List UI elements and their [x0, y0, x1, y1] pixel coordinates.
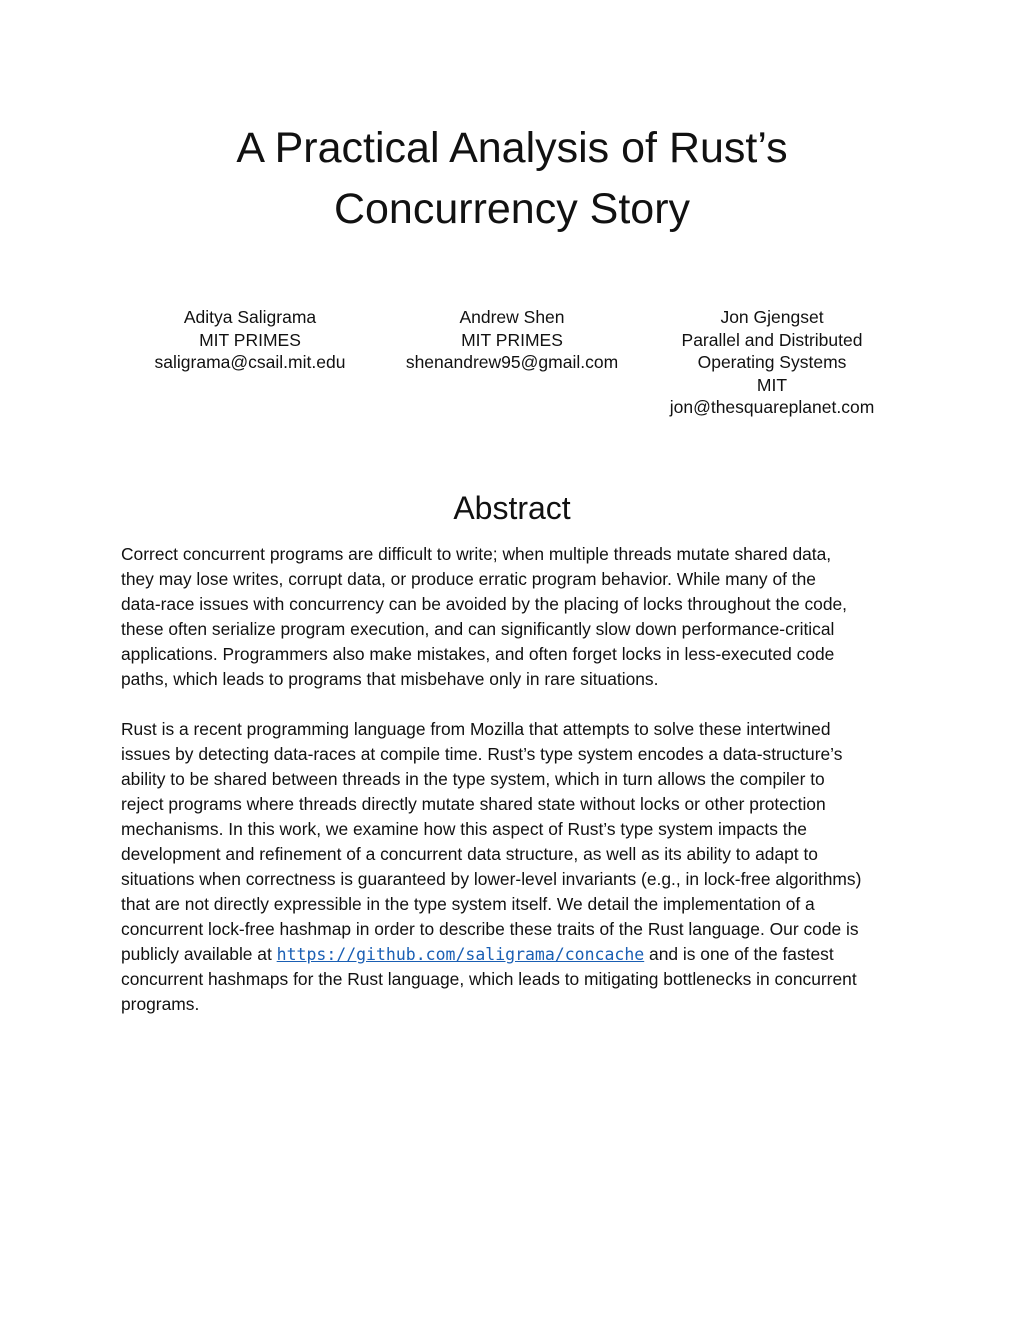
text-after-link: and is one of the fastest — [644, 944, 834, 964]
text-line: applications. Programmers also make mistakes, and often forget locks in less-executed code — [121, 644, 835, 664]
author-affiliation: MIT — [756, 374, 788, 395]
text-line-with-link — [121, 942, 911, 967]
text-before-link: publicly available at — [121, 944, 277, 964]
author-email: saligrama@csail.mit.edu — [154, 352, 346, 372]
text-line: concurrent hashmaps for the Rust language, which leads to mitigating bottlenecks in concurrent — [121, 969, 857, 989]
text-line: mechanisms. In this work, we examine how this aspect of Rust’s type system impacts the — [121, 819, 807, 839]
author-1 — [130, 306, 370, 374]
author-affiliation: MIT PRIMES — [461, 329, 563, 350]
abstract-body — [121, 542, 911, 1042]
text-line: Correct concurrent programs are difficult to write; when multiple threads mutate shared data, — [121, 544, 832, 564]
text-line: situations when correctness is guaranteed by lower-level invariants (e.g., in lock-free algorithms) — [121, 869, 862, 889]
text-line: issues by detecting data-races at compile time. Rust’s type system encodes a data-structure’s — [121, 744, 843, 764]
author-name: Jon Gjengset — [720, 307, 824, 327]
author-2 — [382, 306, 642, 374]
text-line: concurrent lock-free hashmap in order to describe these traits of the Rust language. Our code is — [121, 919, 859, 939]
abstract-paragraph-1 — [121, 542, 911, 692]
author-3 — [652, 306, 892, 419]
author-affiliation: MIT PRIMES — [199, 329, 301, 350]
author-email: shenandrew95@gmail.com — [405, 352, 619, 372]
abstract-heading: Abstract — [453, 490, 571, 526]
text-line: ability to be shared between threads in the type system, which in turn allows the compiler to — [121, 769, 825, 789]
text-line: paths, which leads to programs that misbehave only in rare situations. — [121, 669, 659, 689]
text-line: these often serialize program execution, and can significantly slow down performance-critical — [121, 619, 835, 639]
author-affiliation: Parallel and Distributed — [681, 329, 863, 350]
title-line-1: A Practical Analysis of Rust’s — [236, 124, 788, 172]
text-line: they may lose writes, corrupt data, or produce erratic program behavior. While many of the — [121, 569, 816, 589]
author-email: jon@thesquareplanet.com — [669, 397, 875, 417]
text-line: Rust is a recent programming language from Mozilla that attempts to solve these intertwined — [121, 719, 831, 739]
text-line: reject programs where threads directly mutate shared state without locks or other protection — [121, 794, 826, 814]
author-affiliation: Operating Systems — [697, 352, 847, 372]
paper-title — [0, 118, 1024, 240]
github-repo-link[interactable]: https://github.com/saligrama/concache — [276, 945, 645, 964]
author-name: Aditya Saligrama — [183, 307, 317, 327]
abstract-paragraph-2 — [121, 717, 911, 1017]
text-line: data-race issues with concurrency can be avoided by the placing of locks throughout the code, — [121, 594, 848, 614]
author-name: Andrew Shen — [459, 307, 565, 327]
text-line: that are not directly expressible in the type system itself. We detail the implementation of a — [121, 894, 815, 914]
title-line-2: Concurrency Story — [333, 185, 691, 233]
text-line: programs. — [121, 994, 200, 1014]
text-line: development and refinement of a concurrent data structure, as well as its ability to adapt to — [121, 844, 818, 864]
